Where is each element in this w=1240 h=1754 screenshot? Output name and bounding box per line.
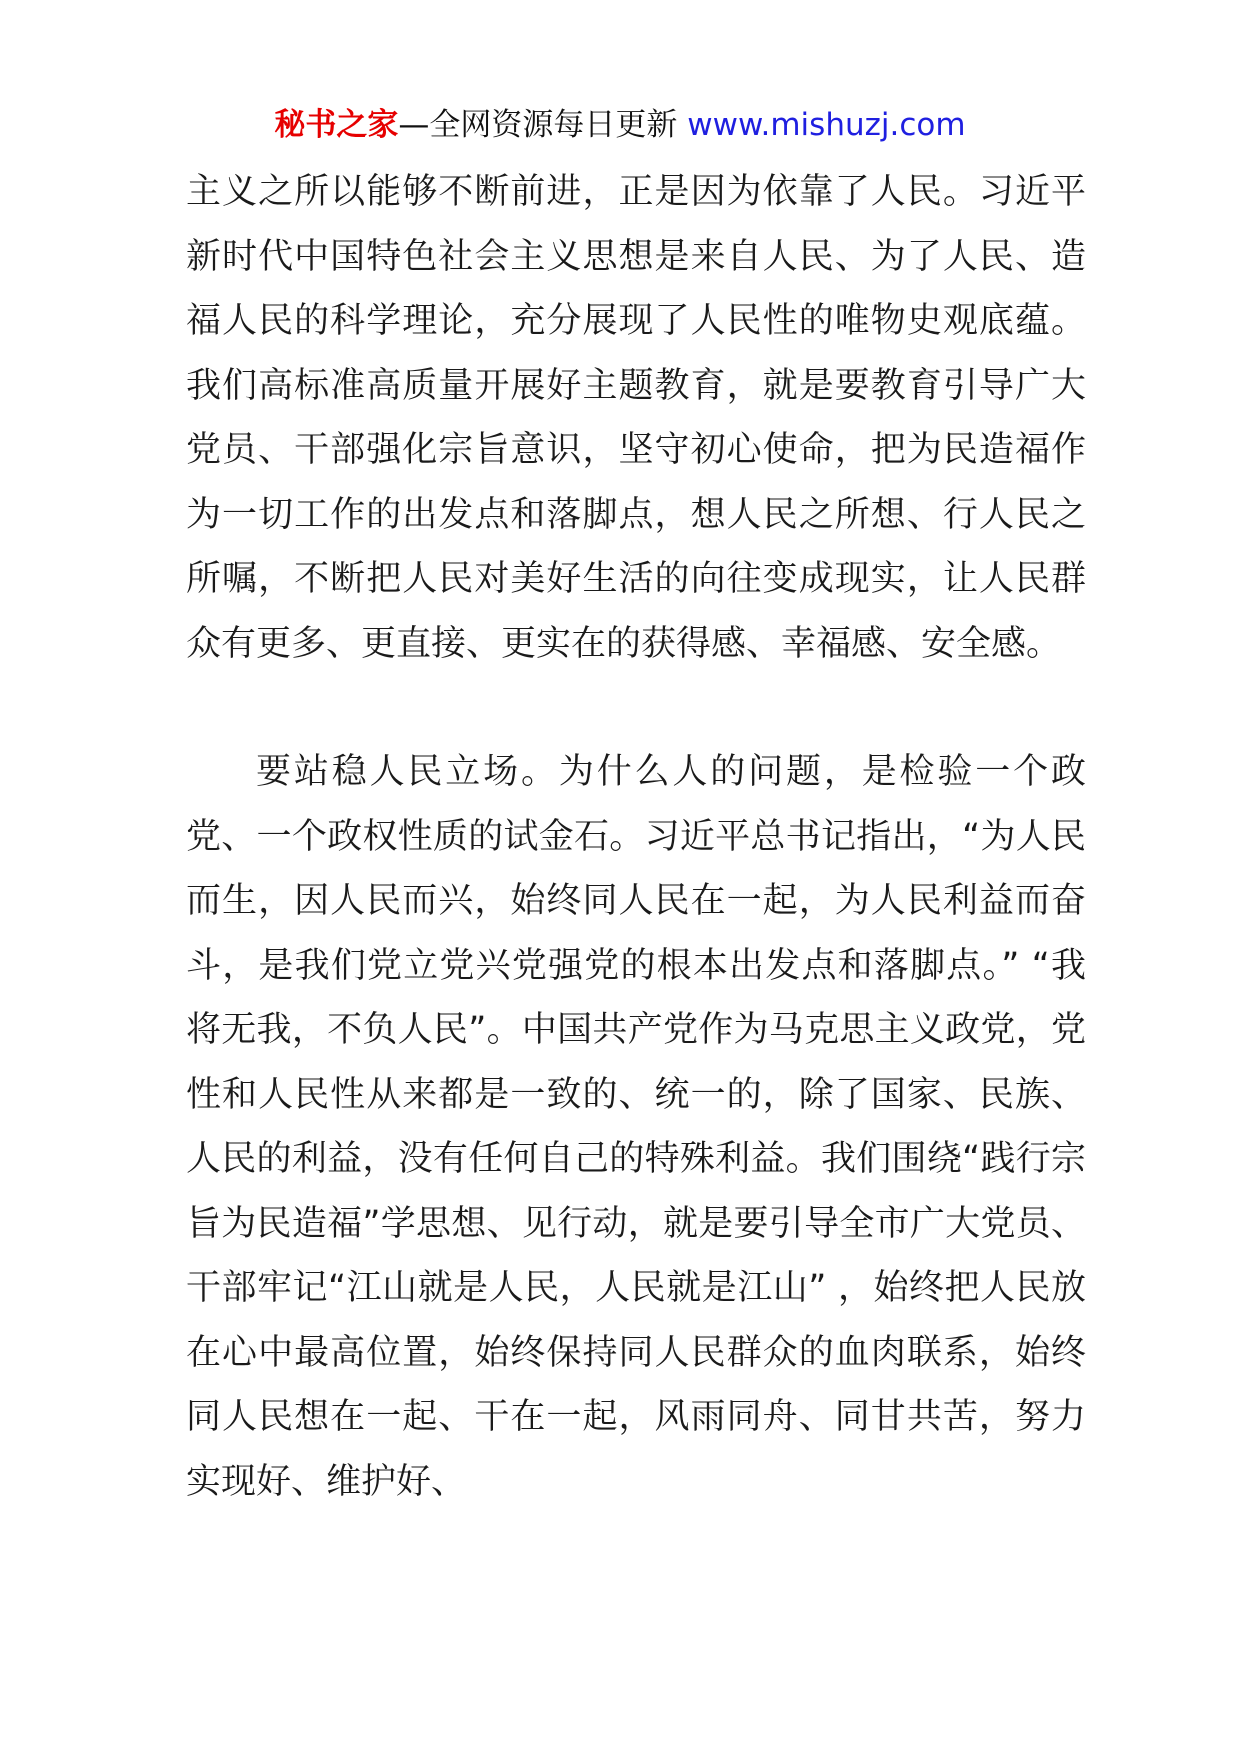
header-slogan: —全网资源每日更新 [398, 107, 678, 143]
header-brand: 秘书之家 [274, 107, 399, 143]
paragraph-1: 主义之所以能够不断前进，正是因为依靠了人民。习近平新时代中国特色社会主义思想是来自人民、为了人民、造福人民的科学理论，充分展现了人民性的唯物史观底蕴。我们高标准高质量开展好主题教育，就是要教育引导广大党员、干部强化宗旨意识，坚守初心使命，把为民造福作为一切工作的出发点和落脚点，想人民之所想、行人民之所嘱，不断把人民对美好生活的向往变成现实，让人民群众有更多、更直接、更实在的获得感、幸福感、安全感。 [186, 172, 1086, 664]
page-header [0, 100, 1240, 150]
header-url-link[interactable]: www.mishuzj.com [687, 107, 966, 143]
paragraph-2: 要站稳人民立场。为什么人的问题，是检验一个政党、一个政权性质的试金石。习近平总书记指出，“为人民而生，因人民而兴，始终同人民在一起，为人民利益而奋斗，是我们党立党兴党强党的根本出发点和落脚点。” “我将无我，不负人民”。中国共产党作为马克思主义政党，党性和人民性从来都是一致的、统一的，除了国家、民族、人民的利益，没有任何自己的特殊利益。我们围绕“践行宗旨为民造福”学思想、见行动，就是要引导全市广大党员、干部牢记“江山就是人民，人民就是江山” ，始终把人民放在心中最高位置，始终保持同人民群众的血肉联系，始终同人民想在一起、干在一起，风雨同舟、同甘共苦，努力实现好、维护好、 [186, 752, 1086, 1502]
document-body [186, 160, 1086, 1514]
